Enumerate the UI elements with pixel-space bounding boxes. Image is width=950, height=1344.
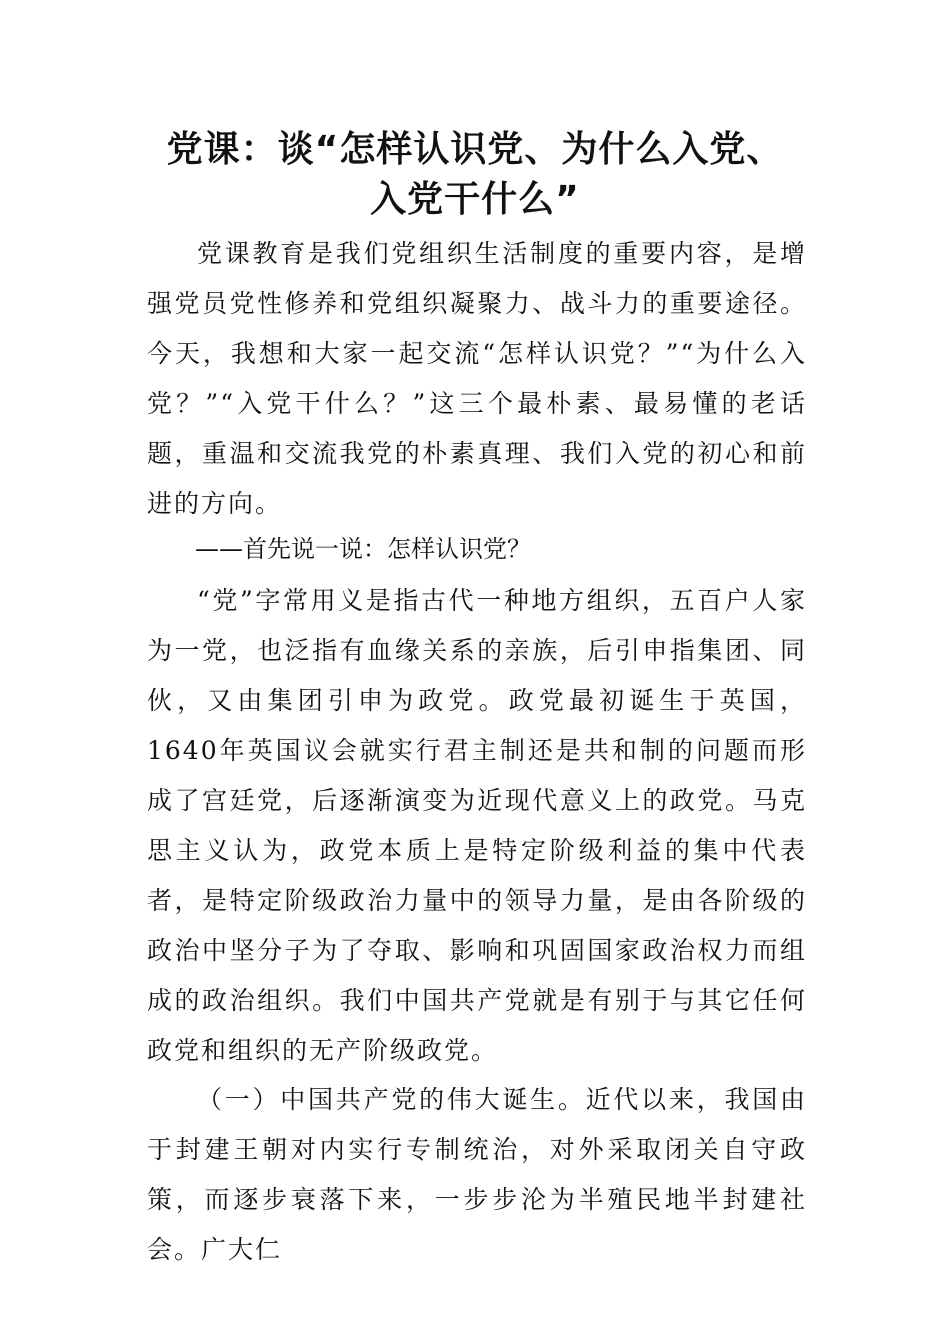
section-heading: ——首先说一说：怎样认识党？ — [195, 535, 531, 563]
party-birth-paragraph: （一）中国共产党的伟大诞生。近代以来，我国由于封建王朝对内实行专制统治，对外采取闭关自守政策，而逐步衰落下来，一步步沦为半殖民地半封建社会。广大仁 — [147, 1085, 807, 1264]
document-title-line-1: 党课：谈“怎样认识党、为什么入党、 — [166, 129, 784, 170]
document-title-line-2: 入党干什么” — [370, 179, 580, 220]
party-meaning-paragraph: “党”字常用义是指古代一种地方组织，五百户人家为一党，也泛指有血缘关系的亲族，后引申指集团、同伙，又由集团引申为政党。政党最初诞生于英国，1640年英国议会就实行君主制还是共和制的问题而形成了宫廷党，后逐渐演变为近现代意义上的政党。马克思主义认为，政党本质上是特定阶级利益的集中代表者，是特定阶级政治力量中的领导力量，是由各阶级的政治中坚分子为了夺取、影响和巩固国家政治权力而组成的政治组织。我们中国共产党就是有别于与其它任何政党和组织的无产阶级政党。 — [147, 586, 807, 1065]
intro-paragraph: 党课教育是我们党组织生活制度的重要内容，是增强党员党性修养和党组织凝聚力、战斗力的重要途径。今天，我想和大家一起交流“怎样认识党？”“为什么入党？”“入党干什么？”这三个最朴素、最易懂的老话题，重温和交流我党的朴素真理、我们入党的初心和前进的方向。 — [147, 239, 807, 518]
